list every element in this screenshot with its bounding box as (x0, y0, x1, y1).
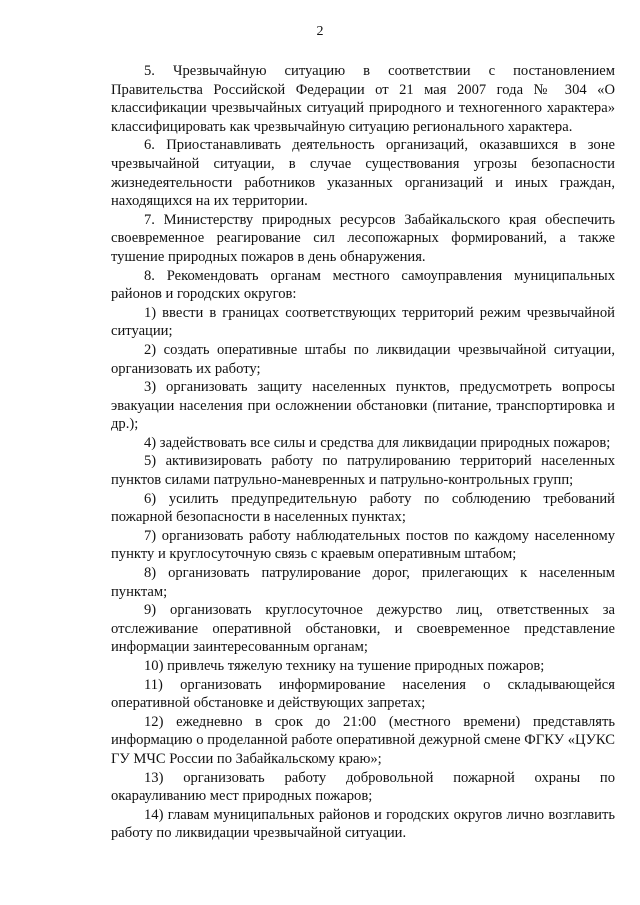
list-item: 13) организовать работу добровольной пожарной охраны по окарауливанию мест природных пожаров; (111, 769, 615, 805)
document-body (111, 62, 615, 843)
list-item: 11) организовать информирование населения о складывающейся оперативной обстановке и действующих запретах; (111, 676, 615, 712)
list-item: 5) активизировать работу по патрулированию территорий населенных пунктов силами патрульно-маневренных и патрульно-контрольных групп; (111, 453, 615, 489)
list-item: 7) организовать работу наблюдательных постов по каждому населенному пункту и круглосуточную связь с краевым оперативным штабом; (111, 527, 615, 563)
list-item: 8) организовать патрулирование дорог, прилегающих к населенным пунктам; (111, 565, 615, 600)
list-item: 6) усилить предупредительную работу по соблюдению требований пожарной безопасности в населенных пунктах; (111, 490, 615, 526)
paragraph: 7. Министерству природных ресурсов Забайкальского края обеспечить своевременное реагирование сил лесопожарных формирований, а также тушение природных пожаров в день обнаружения. (111, 211, 615, 265)
list-item: 9) организовать круглосуточное дежурство лиц, ответственных за отслеживание оперативной обстановки, и своевременное представление информации заинтересованным органам; (111, 602, 615, 656)
list-item: 4) задействовать все силы и средства для ликвидации природных пожаров; (144, 434, 611, 451)
list-item: 1) ввести в границах соответствующих территорий режим чрезвычайной ситуации; (111, 304, 615, 340)
paragraph: 5. Чрезвычайную ситуацию в соответствии с постановлением Правительства Российской Федерации от 21 мая 2007 года № 304 «О классификации чрезвычайных ситуаций природного и техногенного характера» классифицировать как чрезвычайную ситуацию регионального характера. (111, 63, 615, 135)
list-item: 2) создать оперативные штабы по ликвидации чрезвычайной ситуации, организовать их работу; (111, 341, 615, 377)
list-item: 3) организовать защиту населенных пунктов, предусмотреть вопросы эвакуации населения при осложнении обстановки (питание, транспортировка и др.); (111, 379, 615, 433)
paragraph: 6. Приостанавливать деятельность организаций, оказавшихся в зоне чрезвычайной ситуации, в случае существования угрозы безопасности жизнедеятельности работников указанных организаций и иных граждан, находящихся на их территории. (111, 137, 615, 210)
list-item: 14) главам муниципальных районов и городских округов лично возглавить работу по ликвидации чрезвычайной ситуации. (111, 806, 615, 842)
list-item: 12) ежедневно в срок до 21:00 (местного времени) представлять информацию о проделанной работе оперативной дежурной смене ФГКУ «ЦУКС ГУ МЧС России по Забайкальскому краю»; (111, 713, 615, 767)
list-item: 10) привлечь тяжелую технику на тушение природных пожаров; (144, 658, 545, 674)
page-number: 2 (316, 24, 324, 39)
paragraph: 8. Рекомендовать органам местного самоуправления муниципальных районов и городских округов: (111, 267, 615, 303)
